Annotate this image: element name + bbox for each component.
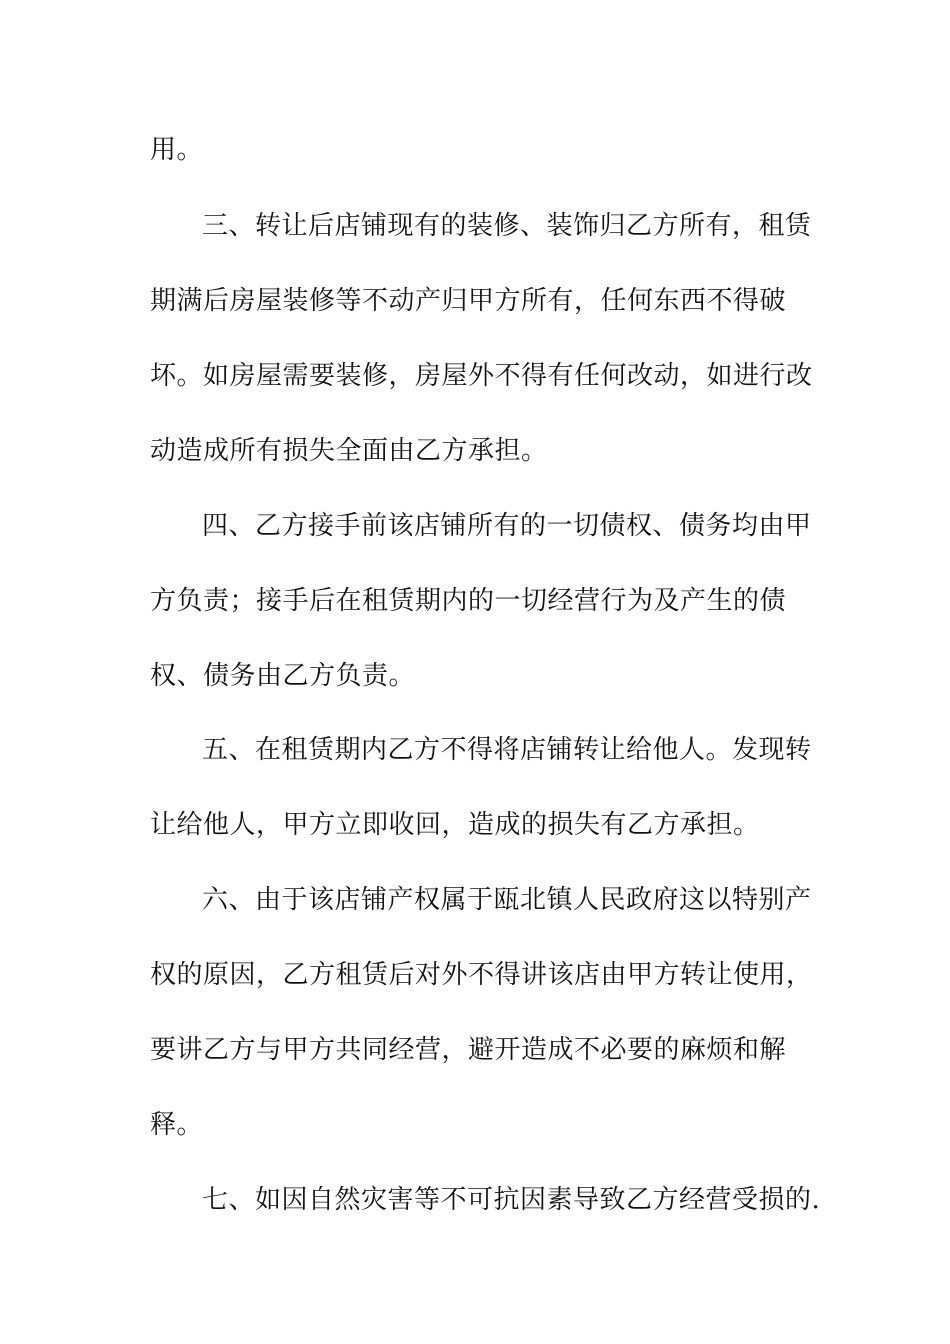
text-line: 要讲乙方与甲方共同经营，避开造成不必要的麻烦和解: [150, 1035, 787, 1065]
text-line: 释。: [150, 1110, 204, 1140]
text-line: 权、债务由乙方负责。: [150, 661, 416, 691]
text-line: 让给他人，甲方立即收回，造成的损失有乙方承担。: [150, 810, 760, 840]
text-line: 方负责；接手后在租赁期内的一切经营行为及产生的债: [150, 586, 787, 616]
text-line: 动造成所有损失全面由乙方承担。: [150, 436, 548, 466]
text-line: 权的原因，乙方租赁后对外不得讲该店由甲方转让使用，: [150, 960, 813, 990]
clause-four-heading-line: 四、乙方接手前该店铺所有的一切债权、债务均由甲: [202, 511, 812, 541]
text-line: 用。: [150, 135, 204, 165]
clause-seven-heading-line: 七、如因自然灾害等不可抗因素导致乙方经营受损的.: [202, 1185, 821, 1215]
clause-six-heading-line: 六、由于该店铺产权属于瓯北镇人民政府这以特别产: [202, 885, 812, 915]
clause-five-heading-line: 五、在租赁期内乙方不得将店铺转让给他人。发现转: [202, 735, 812, 765]
text-line: 期满后房屋装修等不动产归甲方所有，任何东西不得破: [150, 286, 787, 316]
clause-three-heading-line: 三、转让后店铺现有的装修、装饰归乙方所有，租赁: [202, 211, 812, 241]
text-line: 坏。如房屋需要装修，房屋外不得有任何改动，如进行改: [150, 361, 813, 391]
